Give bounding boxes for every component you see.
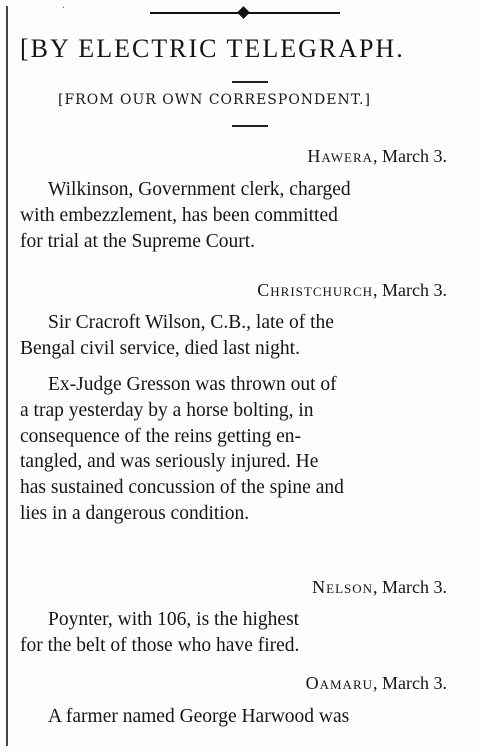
- news-item-gresson: [20, 372, 472, 527]
- ink-speck: ·: [62, 3, 66, 14]
- text-line: lies in a dangerous condition.: [20, 502, 250, 524]
- dateline-date: , March 3.: [373, 146, 447, 166]
- text-line: Wilkinson, Government clerk, charged: [48, 179, 351, 200]
- text-line: with embezzlement, has been committed: [20, 204, 338, 226]
- dateline-place: Hawera: [307, 146, 374, 166]
- dateline-oamaru: [306, 673, 447, 694]
- short-rule: [232, 125, 268, 127]
- dateline-christchurch: [257, 280, 447, 301]
- short-rule: [232, 81, 268, 83]
- news-item-cracroft-wilson: [20, 310, 472, 362]
- dateline-nelson: [312, 577, 447, 598]
- column-rule: [6, 6, 8, 746]
- text-line: tangled, and was seriously injured. He: [20, 451, 319, 473]
- text-line: Poynter, with 106, is the highest: [48, 609, 300, 630]
- text-line: A farmer named George Harwood was: [48, 706, 350, 727]
- text-line: Ex-Judge Gresson was thrown out of: [48, 374, 337, 395]
- dateline-place: Christchurch: [257, 280, 374, 300]
- dateline-date: , March 3.: [373, 577, 447, 597]
- text-line: consequence of the reins getting en-: [20, 425, 302, 447]
- dateline-hawera: [307, 146, 447, 167]
- dateline-place: Nelson: [312, 577, 374, 597]
- headline: [BY ELECTRIC TELEGRAPH.: [20, 34, 405, 63]
- diamond-icon: [237, 6, 250, 19]
- dateline-date: , March 3.: [373, 280, 447, 300]
- text-line: Bengal civil service, died last night.: [20, 337, 300, 359]
- text-line: a trap yesterday by a horse bolting, in: [20, 399, 314, 421]
- dateline-place: Oamaru: [305, 673, 374, 693]
- ornamental-rule: [150, 8, 340, 18]
- text-line: has sustained concussion of the spine and: [20, 477, 344, 499]
- text-line: for the belt of those who have fired.: [20, 634, 300, 656]
- news-item-wilkinson: [20, 177, 472, 254]
- news-item-poynter: [20, 607, 472, 659]
- text-line: for trial at the Supreme Court.: [20, 230, 256, 252]
- subheadline: [FROM OUR OWN CORRESPONDENT.]: [58, 92, 371, 108]
- news-item-harwood: [20, 704, 472, 730]
- dateline-date: , March 3.: [373, 673, 447, 693]
- text-line: Sir Cracroft Wilson, C.B., late of the: [48, 312, 334, 333]
